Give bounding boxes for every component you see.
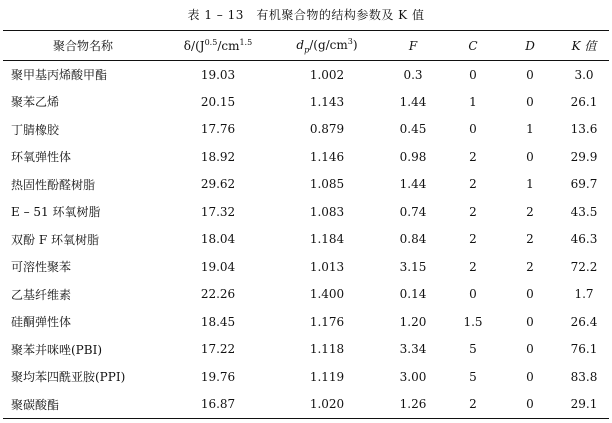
cell-d: 0 <box>526 369 534 384</box>
header-density: $d_p/(g/cm^3)$ <box>273 31 381 61</box>
cell-k-value: 1.7 <box>574 287 594 302</box>
polymer-parameter-table <box>3 30 609 419</box>
cell-k-value: 26.4 <box>570 314 598 329</box>
table-row <box>3 143 609 171</box>
cell-solubility-parameter: 18.04 <box>200 232 236 247</box>
table-row <box>3 171 609 199</box>
cell-d: 0 <box>501 391 559 419</box>
table-row <box>3 116 609 144</box>
cell-k-value: 29.1 <box>559 391 609 419</box>
table-row <box>3 198 609 226</box>
cell-c: 1.5 <box>463 314 483 329</box>
cell-d: 2 <box>526 204 534 219</box>
cell-f: 1.26 <box>381 391 445 419</box>
cell-f: 3.15 <box>399 259 427 274</box>
table-row <box>3 281 609 309</box>
table-row <box>3 336 609 364</box>
cell-d: 0 <box>526 67 534 82</box>
cell-f: 0.14 <box>399 287 427 302</box>
cell-solubility-parameter: 18.92 <box>200 149 236 164</box>
table-row <box>3 253 609 281</box>
cell-c: 5 <box>469 342 477 357</box>
cell-polymer-name: 丁腈橡胶 <box>11 122 60 137</box>
cell-c: 0 <box>469 122 477 137</box>
cell-c: 1 <box>469 94 477 109</box>
cell-k-value: 46.3 <box>570 232 598 247</box>
cell-f: 0.84 <box>399 232 427 247</box>
cell-f: 0.3 <box>403 67 423 82</box>
cell-polymer-name: 双酚 F 环氧树脂 <box>11 232 99 247</box>
table-row <box>3 363 609 391</box>
cell-f: 0.45 <box>399 122 427 137</box>
cell-c: 2 <box>445 391 501 419</box>
header-c: C <box>445 31 501 61</box>
cell-k-value: 72.2 <box>570 259 598 274</box>
cell-f: 1.44 <box>399 94 427 109</box>
cell-d: 2 <box>526 259 534 274</box>
cell-k-value: 29.9 <box>570 149 598 164</box>
cell-k-value: 26.1 <box>570 94 598 109</box>
table-row <box>3 391 609 419</box>
table-row <box>3 226 609 254</box>
table-row <box>3 88 609 116</box>
cell-solubility-parameter: 16.87 <box>163 391 273 419</box>
table-body <box>3 61 609 419</box>
cell-f: 3.34 <box>399 342 427 357</box>
cell-polymer-name: 聚苯并咪唑(PBI) <box>11 342 102 357</box>
table-header-row <box>3 31 609 61</box>
cell-d: 0 <box>526 94 534 109</box>
cell-polymer-name: E – 51 环氧树脂 <box>11 205 101 220</box>
cell-k-value: 69.7 <box>570 177 598 192</box>
cell-c: 2 <box>469 149 477 164</box>
table-caption: 表 1 – 13 有机聚合物的结构参数及 K 值 <box>187 8 425 22</box>
cell-c: 2 <box>469 177 477 192</box>
cell-polymer-name: 硅酮弹性体 <box>11 315 72 330</box>
cell-c: 0 <box>469 67 477 82</box>
cell-c: 2 <box>469 259 477 274</box>
cell-d: 2 <box>526 232 534 247</box>
cell-d: 0 <box>526 149 534 164</box>
cell-d: 1 <box>526 177 534 192</box>
cell-c: 2 <box>469 204 477 219</box>
cell-f: 1.20 <box>399 314 427 329</box>
cell-density: 1.083 <box>309 204 345 219</box>
cell-d: 0 <box>526 342 534 357</box>
cell-d: 1 <box>526 122 534 137</box>
cell-density: 1.020 <box>273 391 381 419</box>
cell-c: 2 <box>469 232 477 247</box>
table-row <box>3 61 609 89</box>
cell-solubility-parameter: 17.32 <box>200 204 236 219</box>
cell-d: 0 <box>526 287 534 302</box>
cell-solubility-parameter: 19.76 <box>200 369 236 384</box>
header-f: F <box>381 31 445 61</box>
cell-density: 1.002 <box>309 67 345 82</box>
cell-polymer-name: 环氧弹性体 <box>11 150 72 165</box>
cell-solubility-parameter: 18.45 <box>200 314 236 329</box>
cell-density: 1.118 <box>309 342 345 357</box>
cell-density: 1.176 <box>309 314 345 329</box>
table-row <box>3 308 609 336</box>
cell-polymer-name: 乙基纤维素 <box>11 287 72 302</box>
header-d: D <box>501 31 559 61</box>
cell-c: 5 <box>469 369 477 384</box>
cell-polymer-name: 可溶性聚苯 <box>11 260 72 275</box>
cell-density: 1.119 <box>309 369 345 384</box>
header-solubility-parameter: $\delta/(J^{0.5}/cm^{1.5}$ <box>163 31 273 61</box>
cell-polymer-name: 聚均苯四酰亚胺(PPI) <box>11 370 126 385</box>
cell-k-value: 83.8 <box>570 369 598 384</box>
cell-polymer-name: 聚碳酸酯 <box>3 391 163 419</box>
header-polymer-name: 聚合物名称 <box>3 31 163 61</box>
cell-k-value: 3.0 <box>574 67 594 82</box>
cell-solubility-parameter: 17.22 <box>200 342 236 357</box>
cell-density: 0.879 <box>309 122 345 137</box>
cell-solubility-parameter: 29.62 <box>200 177 236 192</box>
cell-f: 0.74 <box>399 204 427 219</box>
cell-polymer-name: 热固性酚醛树脂 <box>11 177 96 192</box>
cell-k-value: 43.5 <box>570 204 598 219</box>
cell-solubility-parameter: 22.26 <box>200 287 236 302</box>
cell-polymer-name: 聚苯乙烯 <box>11 95 60 110</box>
cell-density: 1.013 <box>309 259 345 274</box>
cell-f: 1.44 <box>399 177 427 192</box>
cell-polymer-name: 聚甲基丙烯酸甲酯 <box>11 68 108 82</box>
cell-solubility-parameter: 19.03 <box>200 67 236 82</box>
cell-f: 3.00 <box>399 369 427 384</box>
cell-density: 1.400 <box>309 287 345 302</box>
cell-density: 1.143 <box>309 94 345 109</box>
cell-solubility-parameter: 17.76 <box>200 122 236 137</box>
cell-density: 1.146 <box>309 149 345 164</box>
cell-c: 0 <box>469 287 477 302</box>
cell-density: 1.184 <box>309 232 345 247</box>
cell-solubility-parameter: 19.04 <box>200 259 236 274</box>
header-k-value: K 值 <box>559 31 609 61</box>
cell-f: 0.98 <box>399 149 427 164</box>
cell-k-value: 13.6 <box>570 122 598 137</box>
cell-density: 1.085 <box>309 177 345 192</box>
cell-d: 0 <box>526 314 534 329</box>
cell-solubility-parameter: 20.15 <box>200 94 236 109</box>
cell-k-value: 76.1 <box>570 342 598 357</box>
